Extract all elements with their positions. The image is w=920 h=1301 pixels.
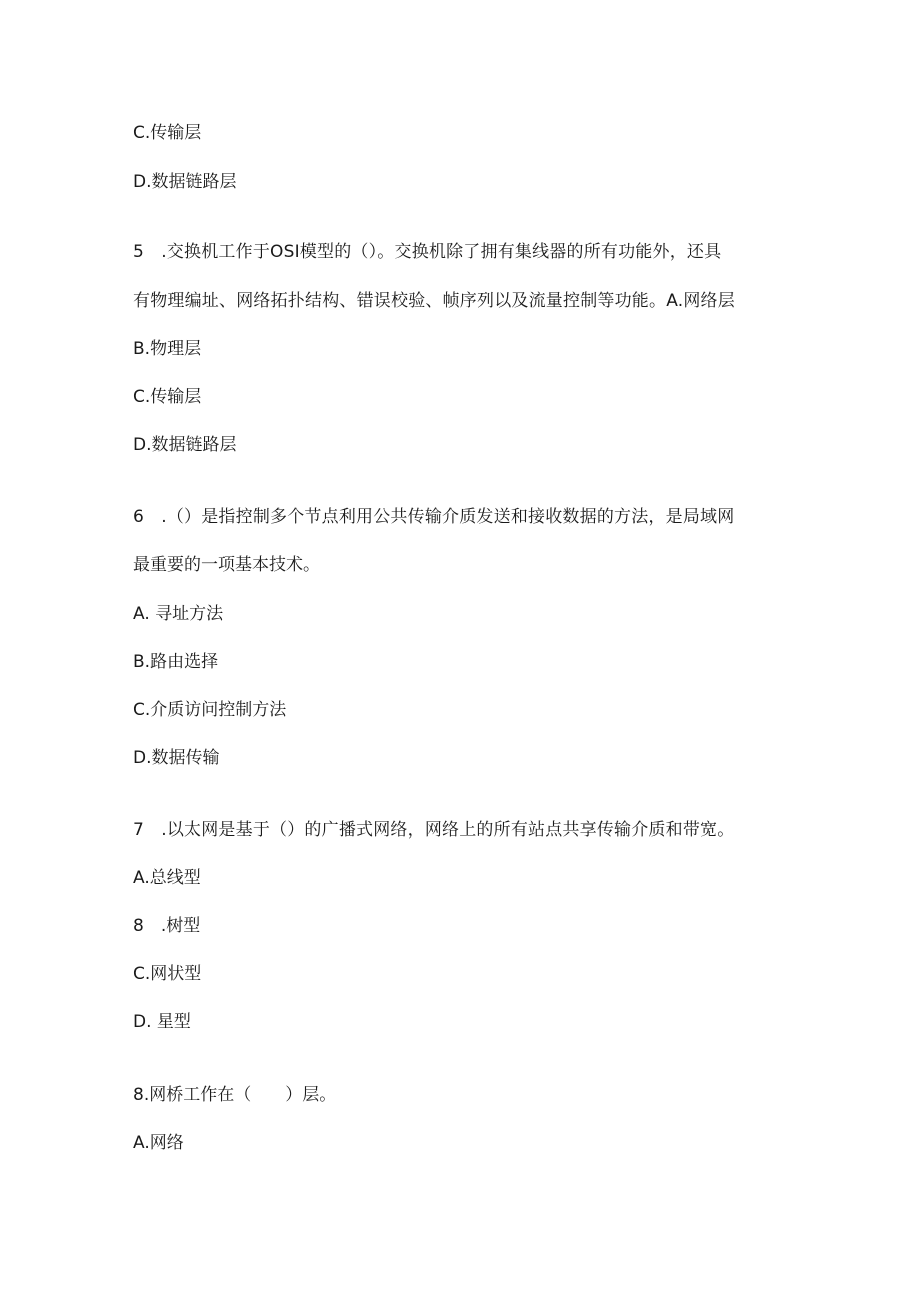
q7-option-a: A.总线型: [133, 868, 201, 888]
q8-option-a: A.网络: [133, 1133, 184, 1153]
q6-option-d: D.数据传输: [133, 748, 220, 768]
q5-option-d: D.数据链路层: [133, 435, 237, 455]
q5-option-c: C.传输层: [133, 387, 202, 407]
q5-option-b: B.物理层: [133, 339, 202, 359]
q7-question: 7 .以太网是基于（）的广播式网络，网络上的所有站点共享传输介质和带宽。: [133, 820, 735, 840]
q4-option-d: D.数据链路层: [133, 172, 237, 192]
q6-option-a: A. 寻址方法: [133, 604, 224, 624]
q6-option-b: B.路由选择: [133, 652, 219, 672]
q5-question-line-1: 5 .交换机工作于OSI模型的（）。交换机除了拥有集线器的所有功能外，还具: [133, 242, 722, 262]
q8-question: 8.网桥工作在（ ）层。: [133, 1085, 337, 1105]
q6-question-line-2: 最重要的一项基本技术。: [133, 555, 320, 575]
q5-question-line-2: 有物理编址、网络拓扑结构、错误校验、帧序列以及流量控制等功能。A.网络层: [133, 291, 735, 311]
q6-question-line-1: 6 .（）是指控制多个节点利用公共传输介质发送和接收数据的方法，是局域网: [133, 507, 735, 527]
q7-option-b: 8 .树型: [133, 916, 201, 936]
q4-option-c: C.传输层: [133, 123, 202, 143]
q7-option-d: D. 星型: [133, 1012, 191, 1032]
q6-option-c: C.介质访问控制方法: [133, 700, 287, 720]
q7-option-c: C.网状型: [133, 964, 202, 984]
